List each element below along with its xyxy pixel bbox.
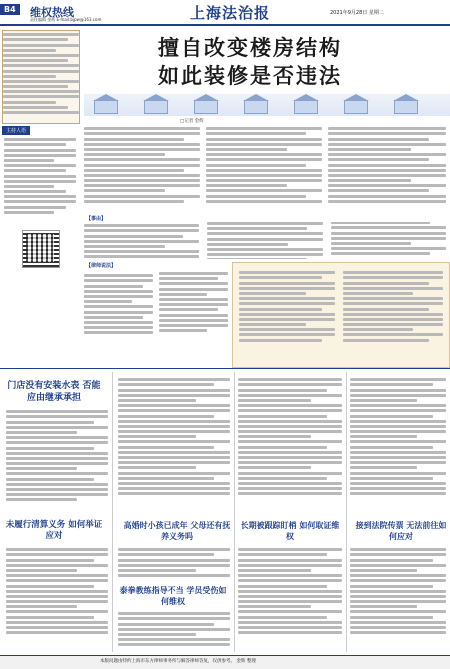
headline (100, 34, 400, 90)
article-text (238, 546, 342, 652)
headline-line-2: 如此装修是否违法 (158, 63, 342, 88)
editor-line: 责任编辑 金辉 E-mail:bjpw@163.com (30, 17, 102, 22)
article-title: 门店没有安装水表 否能应由继承承担 (7, 381, 101, 403)
article-title: 未履行清算义务 如何举证应对 (5, 520, 103, 541)
house-icon (194, 100, 218, 114)
issue-date: 2021年9月28日 星期二 (330, 10, 384, 16)
article-text (350, 376, 446, 516)
house-icon (344, 100, 368, 114)
house-icon (294, 100, 318, 114)
column-rule (346, 372, 347, 652)
case-fact-label: 【事由】 (86, 216, 107, 222)
illustration-houses (84, 94, 450, 116)
article-text (118, 546, 230, 582)
header-rule (0, 24, 450, 26)
house-icon (94, 100, 118, 114)
article-title: 泰拳教练指导不当 学员受伤如何维权 (119, 586, 227, 606)
lawyer-view-box (232, 262, 450, 368)
article-column (206, 125, 322, 211)
section-name: 维权热线 (30, 6, 74, 19)
section-divider (0, 368, 450, 369)
article-text (118, 376, 230, 516)
byline: □记者 金辉 (180, 119, 204, 124)
article-column (328, 125, 446, 211)
case-fact-text (84, 222, 446, 260)
article-column (84, 125, 200, 211)
article-title: 长期被跟踪盯梢 如何取证维权 (240, 521, 340, 541)
newspaper-logo: 上海法治报 (190, 4, 271, 22)
footer-note: 本版问题由特约上海市东方律师事务所与解答律师答复，仅供参考。 金辉 整理 (100, 659, 256, 664)
lawyer-view-text (84, 272, 228, 364)
headline-line-1: 擅自改变楼房结构 (158, 35, 342, 60)
column-rule (234, 372, 235, 652)
article-text (118, 610, 230, 652)
qr-code-pattern (26, 234, 54, 262)
host-tag: 主持人语 (2, 126, 30, 135)
column-rule (112, 372, 113, 652)
house-icon (144, 100, 168, 114)
box-column (343, 269, 443, 361)
host-intro (4, 136, 76, 226)
article-title: 高婚时小孩已成年 父母还有抚养义务吗 (123, 521, 231, 541)
article-title: 接到法院传票 无法前往如何应对 (355, 521, 447, 541)
house-icon (394, 100, 418, 114)
article-text (238, 376, 342, 516)
article-text (6, 408, 108, 516)
article-text (350, 546, 446, 652)
article-text (6, 546, 108, 652)
lawyer-view-label: 【律师说法】 (86, 263, 117, 269)
house-icon (244, 100, 268, 114)
section-badge: B4 (0, 4, 20, 15)
intro-box (2, 30, 80, 124)
box-column (239, 269, 335, 361)
